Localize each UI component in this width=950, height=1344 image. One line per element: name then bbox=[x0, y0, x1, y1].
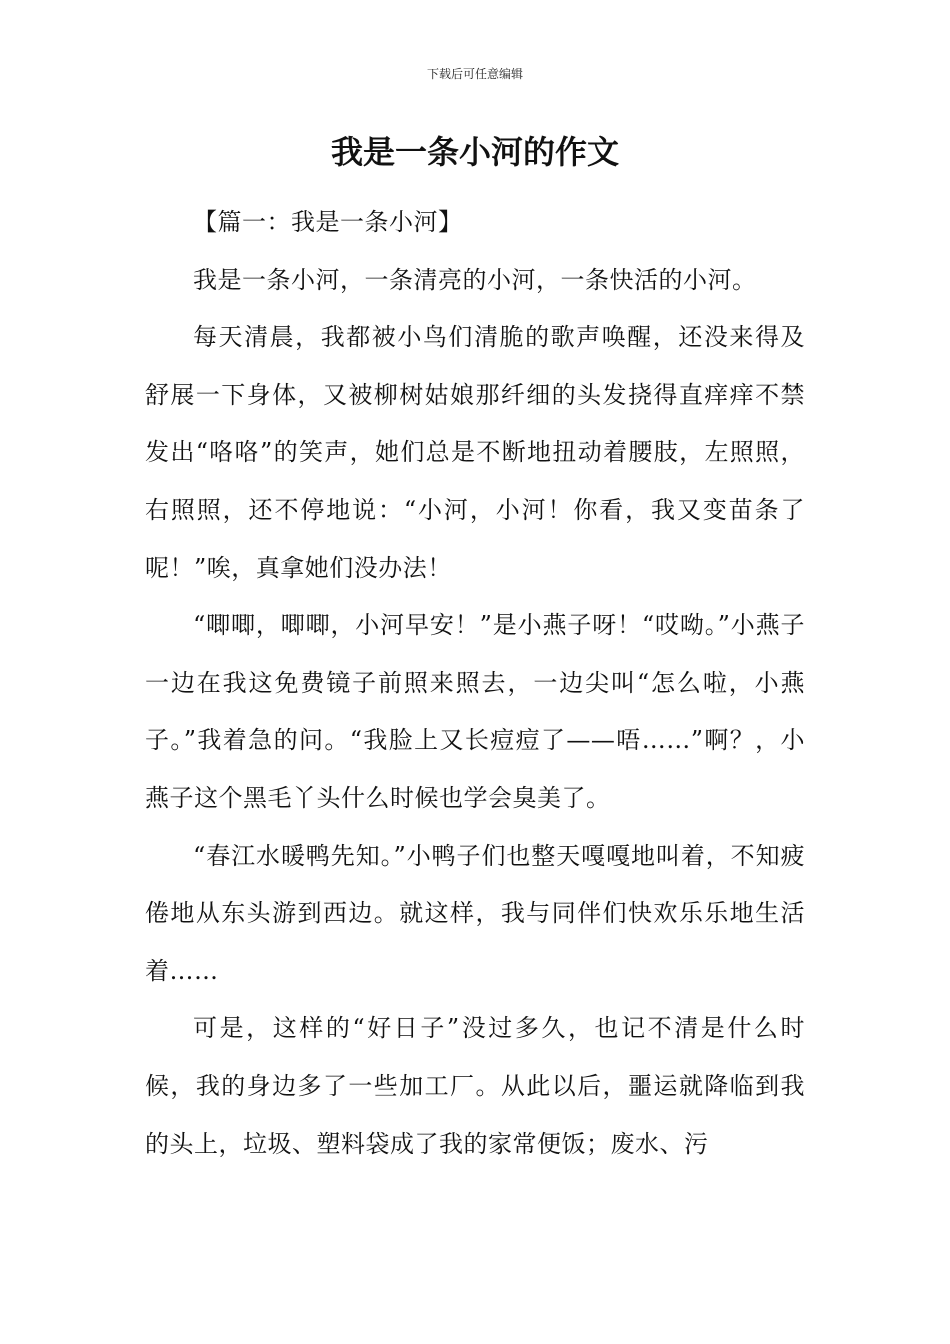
section-heading: 【篇一：我是一条小河】 bbox=[193, 208, 463, 236]
paragraph: 每天清晨，我都被小鸟们清脆的歌声唤醒，还没来得及舒展一下身体，又被柳树姑娘那纤细的头发挠得直痒痒不禁发出“咯咯”的笑声，她们总是不断地扭动着腰肢，左照照，右照照，还不停地说：“小河，小河！你看，我又变苗条了呢！”唉，真拿她们没办法！ bbox=[145, 323, 805, 582]
paragraph: 我是一条小河，一条清亮的小河，一条快活的小河。 bbox=[193, 265, 757, 294]
paragraph: 可是，这样的“好日子”没过多久，也记不清是什么时候，我的身边多了一些加工厂。从此以后，噩运就降临到我的头上，垃圾、塑料袋成了我的家常便饭；废水、污 bbox=[145, 1014, 805, 1158]
paragraph: “唧唧，唧唧，小河早安！”是小燕子呀！“哎呦。”小燕子一边在我这免费镜子前照来照去，一边尖叫“怎么啦，小燕子。”我着急的问。“我脸上又长痘痘了——唔……”啊？，小燕子这个黑毛丫头什么时候也学会臭美了。 bbox=[145, 611, 805, 812]
document-body bbox=[145, 194, 805, 1173]
document-title: 我是一条小河的作文 bbox=[330, 133, 619, 171]
page-header-note: 下载后可任意编辑 bbox=[426, 67, 523, 81]
paragraph: “春江水暖鸭先知。”小鸭子们也整天嘎嘎地叫着，不知疲倦地从东头游到西边。就这样，我与同伴们快欢乐乐地生活着…… bbox=[145, 841, 805, 985]
